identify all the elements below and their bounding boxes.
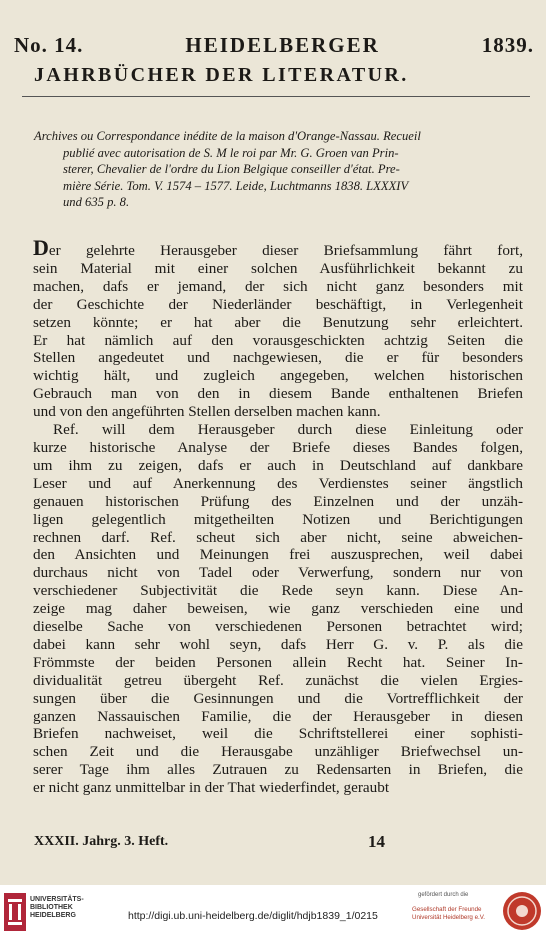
citation-line: Archives ou Correspondance inédite de la maison d'Orange-Nassau. Recueil — [34, 129, 421, 143]
text-line — [33, 235, 523, 260]
text-line: sungen über die Gesinnungen und die Vortrefflichkeit der — [33, 689, 523, 707]
text-line: Ref. will dem Herausgeber durch diese Einleitung oder — [53, 421, 523, 439]
text-line: Frömmste der beiden Personen allein Recht hat. Seiner In- — [33, 653, 523, 671]
running-header — [14, 33, 534, 58]
text-line: Briefen nachweiset, weil die Schriftstellerei einer sophisti- — [33, 725, 523, 743]
page-number: 14 — [368, 832, 385, 851]
viewer-footer — [0, 885, 546, 940]
article-body — [33, 235, 523, 797]
text-line: Stellen angedeutet und nachgewiesen, die er für besonders — [33, 349, 523, 367]
text-line: er nicht ganz unmittelbar in der That wiederfindet, geraubt — [33, 779, 390, 797]
citation-line: sterer, Chevalier de l'ordre du Lion Belgique conseiller d'état. Pre- — [63, 162, 400, 176]
text-line: genauen historischen Prüfung des Einzelnen und der unzäh- — [33, 492, 523, 510]
text-line: Gebrauch man von den in diesem Bande enthaltenen Briefen — [33, 385, 523, 403]
university-library-logo-icon — [4, 893, 26, 931]
text-line: machen, dafs er jemand, der sich nicht ganz besonders mit — [33, 277, 523, 295]
journal-subtitle: JAHRBÜCHER DER LITERATUR. — [34, 64, 409, 86]
society-label: Gesellschaft der Freunde Universität Heidelberg e.V. — [412, 906, 486, 921]
text-line: dieselbe Sache von verschiedenen Personen betrachtet wird; — [33, 618, 523, 636]
text-line: zeige mag daher beweisen, wie ganz verschieden eine und — [33, 600, 523, 618]
citation-block — [34, 128, 518, 211]
text-line: setzen könnte; er hat aber die Benutzung sehr erleichtert. — [33, 313, 523, 331]
citation-line: mière Série. Tom. V. 1574 – 1577. Leide, Luchtmanns 1838. LXXXIV — [63, 178, 409, 193]
citation-line: und 635 p. 8. — [63, 195, 130, 209]
permalink[interactable]: http://digi.ub.uni-heidelberg.de/diglit/hdjb1839_1/0215 — [128, 910, 378, 922]
text-line: serer Tage ihm alles Zutrauen zu Redensarten in Briefen, die — [33, 761, 523, 779]
text-line-rest: er gelehrte Herausgeber dieser Briefsammlung fährt fort, — [48, 242, 523, 259]
text-line: den Ansichten und Meinungen frei auszusprechen, weil dabei — [33, 546, 523, 564]
text-line: kurze historische Analyse der Briefe dieses Bandes folgen, — [33, 438, 523, 456]
drop-cap: D — [33, 235, 49, 260]
text-line: um ihm zu zeigen, dafs er auch in Deutschland auf dankbare — [33, 456, 523, 474]
issue-number: No. 14. — [14, 33, 84, 57]
year: 1839. — [481, 33, 534, 57]
text-line: Er hat nämlich auf den vorausgeschickten achtzig Seiten die — [33, 331, 523, 349]
citation-line: publié avec autorisation de S. M le roi par Mr. G. Groen van Prin- — [63, 145, 399, 160]
text-line: verschiedener Subjectivität die Rede seyn kann. Diese An- — [33, 582, 523, 600]
text-line: sein Material mit einer solchen Ausführlichkeit bekannt zu — [33, 259, 523, 277]
text-line: schen Zeit und die Herausgabe unzähliger Briefwechsel un- — [33, 743, 523, 761]
university-seal-icon — [502, 891, 542, 931]
text-line: dabei kann sehr wohl seyn, dafs Herr G. v. P. als die — [33, 635, 523, 653]
text-line: ganzen Nassauischen Familie, die der Herausgeber in diesen — [33, 707, 523, 725]
text-line: durchaus nicht von Tadel oder Verwerfung, sondern nur von — [33, 564, 523, 582]
library-label: UNIVERSITÄTS- BIBLIOTHEK HEIDELBERG — [30, 896, 84, 919]
journal-name: HEIDELBERGER — [185, 33, 380, 57]
text-line: und von den angeführten Stellen derselben machen kann. — [33, 403, 381, 421]
text-line: wichtig hält, und zugleich angegeben, welchen historischen — [33, 367, 523, 385]
text-line: dividualität getreu übergeht Ref. zunächst die vielen Ergies- — [33, 671, 523, 689]
signature-mark: XXXII. Jahrg. 3. Heft. — [34, 834, 169, 849]
text-line: rechnen darf. Ref. scheut sich aber nicht, seine abweichen- — [33, 528, 523, 546]
text-line: ligen gelegentlich mitgetheilten Notizen und Berichtigungen — [33, 510, 523, 528]
text-line: Leser und auf Anerkennung des Verdienstes seiner ängstlich — [33, 474, 523, 492]
text-line: der Geschichte der Niederländer beschäftigt, in Verlegenheit — [33, 295, 523, 313]
header-rule — [22, 96, 530, 97]
funded-by-label: gefördert durch die — [418, 892, 469, 898]
